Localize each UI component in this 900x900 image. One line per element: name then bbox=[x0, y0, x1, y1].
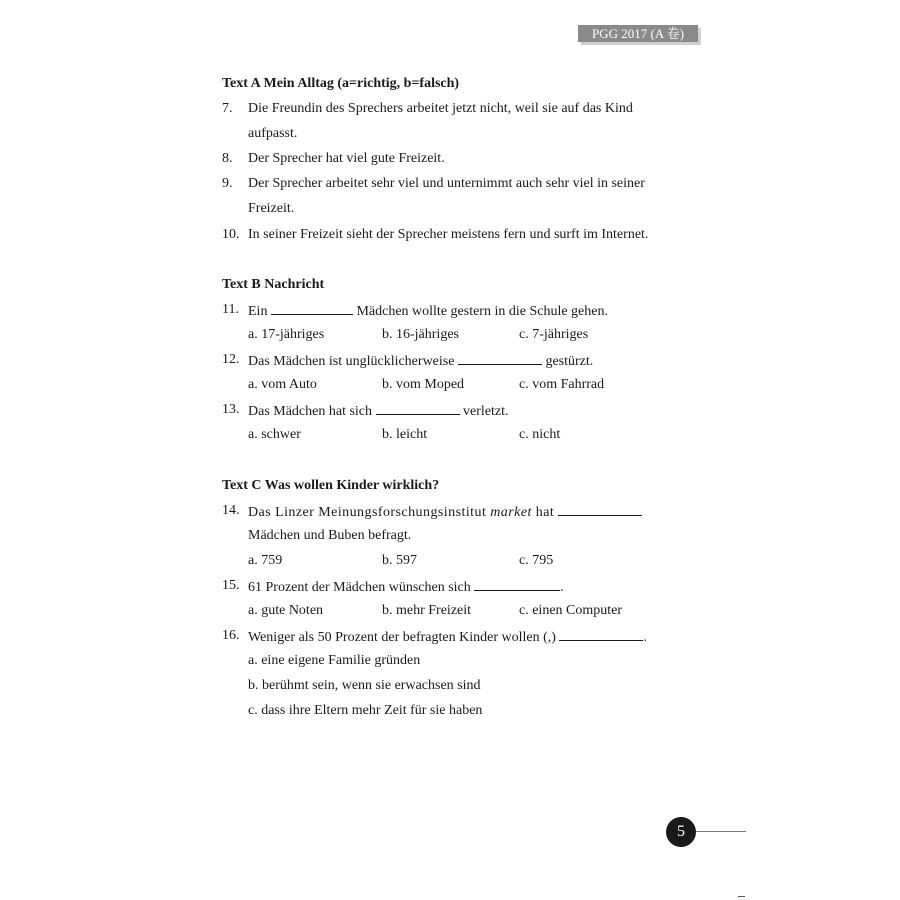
page-number-badge: 5 bbox=[666, 817, 696, 847]
question-14-text-cont: Mädchen und Buben befragt. bbox=[248, 528, 412, 543]
page-edge-mark bbox=[738, 896, 745, 897]
question-12-option-b: b. vom Moped bbox=[382, 377, 465, 392]
question-16-post: . bbox=[643, 630, 647, 645]
question-11-option-b: b. 16-jähriges bbox=[382, 327, 459, 342]
question-14-option-b: b. 597 bbox=[382, 553, 417, 568]
question-13-option-c: c. nicht bbox=[519, 427, 561, 442]
page-number-rule bbox=[696, 831, 746, 832]
question-8-number: 8. bbox=[222, 151, 233, 166]
question-14-italic: market bbox=[490, 505, 532, 520]
question-10-text: In seiner Freizeit sieht der Sprecher meistens fern und surft im Internet. bbox=[248, 227, 649, 242]
question-14-option-a: a. 759 bbox=[248, 553, 283, 568]
question-15-option-c: c. einen Computer bbox=[519, 603, 623, 618]
question-11-blank bbox=[271, 302, 353, 315]
question-15-option-b: b. mehr Freizeit bbox=[382, 603, 472, 618]
question-16-text bbox=[248, 628, 647, 646]
question-14-pre: Das Linzer Meinungsforschungsinstitut bbox=[248, 505, 487, 520]
question-7-number: 7. bbox=[222, 101, 233, 116]
question-14-blank bbox=[558, 503, 642, 516]
section-b-title: Text B Nachricht bbox=[222, 277, 325, 292]
question-16-pre: Weniger als 50 Prozent der befragten Kinder wollen (,) bbox=[248, 630, 556, 645]
question-12-text bbox=[248, 352, 593, 370]
question-12-option-c: c. vom Fahrrad bbox=[519, 377, 605, 392]
question-13-option-a: a. schwer bbox=[248, 427, 301, 442]
question-16-blank bbox=[559, 628, 643, 641]
question-7-text: Die Freundin des Sprechers arbeitet jetzt nicht, weil sie auf das Kind bbox=[248, 101, 633, 116]
question-12-option-a: a. vom Auto bbox=[248, 377, 317, 392]
section-a-title: Text A Mein Alltag (a=richtig, b=falsch) bbox=[222, 76, 460, 91]
question-11-option-c: c. 7-jähriges bbox=[519, 327, 589, 342]
question-11-text bbox=[248, 302, 608, 320]
question-15-number: 15. bbox=[222, 578, 240, 593]
question-13-number: 13. bbox=[222, 402, 240, 417]
question-13-blank bbox=[376, 402, 460, 415]
question-7-text-cont: aufpasst. bbox=[248, 126, 298, 141]
question-15-blank bbox=[474, 578, 560, 591]
question-9-number: 9. bbox=[222, 176, 233, 191]
question-11-post: Mädchen wollte gestern in die Schule gehen. bbox=[356, 304, 608, 319]
question-12-pre: Das Mädchen ist unglücklicherweise bbox=[248, 354, 455, 369]
question-13-text bbox=[248, 402, 509, 420]
question-12-blank bbox=[458, 352, 542, 365]
question-16-option-c: c. dass ihre Eltern mehr Zeit für sie haben bbox=[248, 703, 483, 718]
question-13-post: verletzt. bbox=[463, 404, 509, 419]
question-10-number: 10. bbox=[222, 227, 240, 242]
question-15-post: . bbox=[560, 580, 564, 595]
question-12-number: 12. bbox=[222, 352, 240, 367]
question-16-option-a: a. eine eigene Familie gründen bbox=[248, 653, 421, 668]
question-11-pre: Ein bbox=[248, 304, 268, 319]
question-8-text: Der Sprecher hat viel gute Freizeit. bbox=[248, 151, 445, 166]
question-13-option-b: b. leicht bbox=[382, 427, 428, 442]
question-16-number: 16. bbox=[222, 628, 240, 643]
question-15-option-a: a. gute Noten bbox=[248, 603, 324, 618]
question-9-text: Der Sprecher arbeitet sehr viel und unternimmt auch sehr viel in seiner bbox=[248, 176, 645, 191]
question-9-text-cont: Freizeit. bbox=[248, 201, 295, 216]
question-12-post: gestürzt. bbox=[545, 354, 594, 369]
question-15-pre: 61 Prozent der Mädchen wünschen sich bbox=[248, 580, 471, 595]
question-14-post: hat bbox=[535, 505, 555, 520]
question-15-text bbox=[248, 578, 564, 596]
question-14-number: 14. bbox=[222, 503, 240, 518]
question-11-option-a: a. 17-jähriges bbox=[248, 327, 325, 342]
exam-header-tag: PGG 2017 (A 卷) bbox=[578, 25, 698, 42]
question-16-option-b: b. berühmt sein, wenn sie erwachsen sind bbox=[248, 678, 481, 693]
question-14-option-c: c. 795 bbox=[519, 553, 554, 568]
question-11-number: 11. bbox=[222, 302, 239, 317]
question-14-text bbox=[248, 503, 642, 521]
section-c-title: Text C Was wollen Kinder wirklich? bbox=[222, 478, 440, 493]
question-13-pre: Das Mädchen hat sich bbox=[248, 404, 373, 419]
